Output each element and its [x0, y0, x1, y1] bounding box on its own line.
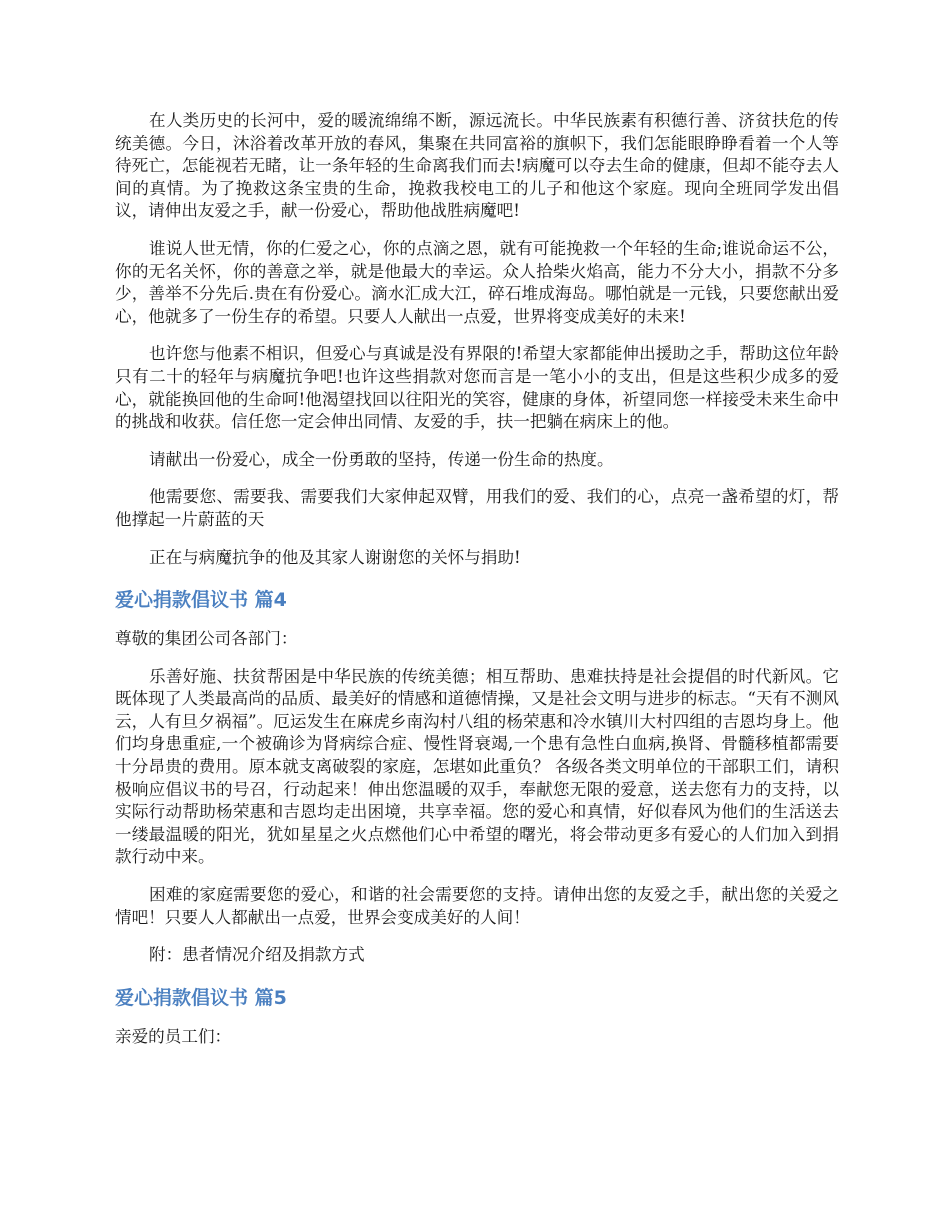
paragraph: 在人类历史的长河中，爱的暖流绵绵不断，源远流长。中华民族素有积德行善、济贫扶危的传统美德。今日，沐浴着改革开放的春风，集聚在共同富裕的旗帜下，我们怎能眼睁睁看着一个人等待死亡，怎能视若无睹，让一条年轻的生命离我们而去!病魔可以夺去生命的健康，但却不能夺去人间的真情。为了挽救这条宝贵的生命，挽救我校电工的儿子和他这个家庭。现向全班同学发出倡议，请伸出友爱之手，献一份爱心，帮助他战胜病魔吧!	[115, 111, 839, 221]
paragraph: 请献出一份爱心，成全一份勇敢的坚持，传递一份生命的热度。	[149, 449, 614, 469]
paragraph: 困难的家庭需要您的爱心，和谐的社会需要您的支持。请伸出您的友爱之手，献出您的关爱之情吧！只要人人都献出一点爱，世界会变成美好的人间！	[115, 885, 839, 927]
section-heading: 爱心捐款倡议书 篇5	[115, 986, 287, 1009]
section-heading: 爱心捐款倡议书 篇4	[115, 589, 287, 612]
salutation: 尊敬的集团公司各部门：	[115, 629, 298, 649]
document-page	[115, 110, 839, 1048]
paragraph: 也许您与他素不相识，但爱心与真诚是没有界限的!希望大家都能伸出援助之手，帮助这位年龄只有二十的轻年与病魔抗争吧!也许这些捐款对您而言是一笔小小的支出，但是这些积少成多的爱心，就能换回他的生命呵!他渴望找回以往阳光的笑容，健康的身体，祈望同您一样接受未来生命中的挑战和收获。信任您一定会伸出同情、友爱的手，扶一把躺在病床上的他。	[115, 344, 839, 432]
paragraph: 正在与病魔抗争的他及其家人谢谢您的关怀与捐助!	[149, 547, 521, 567]
paragraph: 他需要您、需要我、需要我们大家伸起双臂，用我们的爱、我们的心，点亮一盏希望的灯，帮他撑起一片蔚蓝的天	[115, 487, 839, 529]
paragraph: 附：患者情况介绍及捐款方式	[149, 945, 365, 965]
paragraph: 谁说人世无情，你的仁爱之心，你的点滴之恩，就有可能挽救一个年轻的生命;谁说命运不公，你的无名关怀，你的善意之举，就是他最大的幸运。众人拾柴火焰高，能力不分大小，捐款不分多少，善举不分先后.贵在有份爱心。滴水汇成大江，碎石堆成海岛。哪怕就是一元钱，只要您献出爱心，他就多了一份生存的希望。只要人人献出一点爱，世界将变成美好的未来!	[115, 238, 839, 326]
paragraph: 乐善好施、扶贫帮困是中华民族的传统美德；相互帮助、患难扶持是社会提倡的时代新风。它既体现了人类最高尚的品质、最美好的情感和道德情操，又是社会文明与进步的标志。“天有不测风云，人有旦夕祸福”。厄运发生在麻虎乡南沟村八组的杨荣惠和冷水镇川大村四组的吉恩均身上。他们均身患重症,一个被确诊为肾病综合症、慢性肾衰竭,一个患有急性白血病,换肾、骨髓移植都需要十分昂贵的费用。原本就支离破裂的家庭，怎堪如此重负？ 各级各类文明单位的干部职工们，请积极响应倡议书的号召，行动起来！伸出您温暖的双手，奉献您无限的爱意，送去您有力的支持，以实际行动帮助杨荣惠和吉恩均走出困境，共享幸福。您的爱心和真情，好似春风为他们的生活送去一缕最温暖的阳光，犹如星星之火点燃他们心中希望的曙光，将会带动更多有爱心的人们加入到捐款行动中来。	[115, 666, 839, 867]
salutation: 亲爱的员工们：	[115, 1026, 232, 1046]
